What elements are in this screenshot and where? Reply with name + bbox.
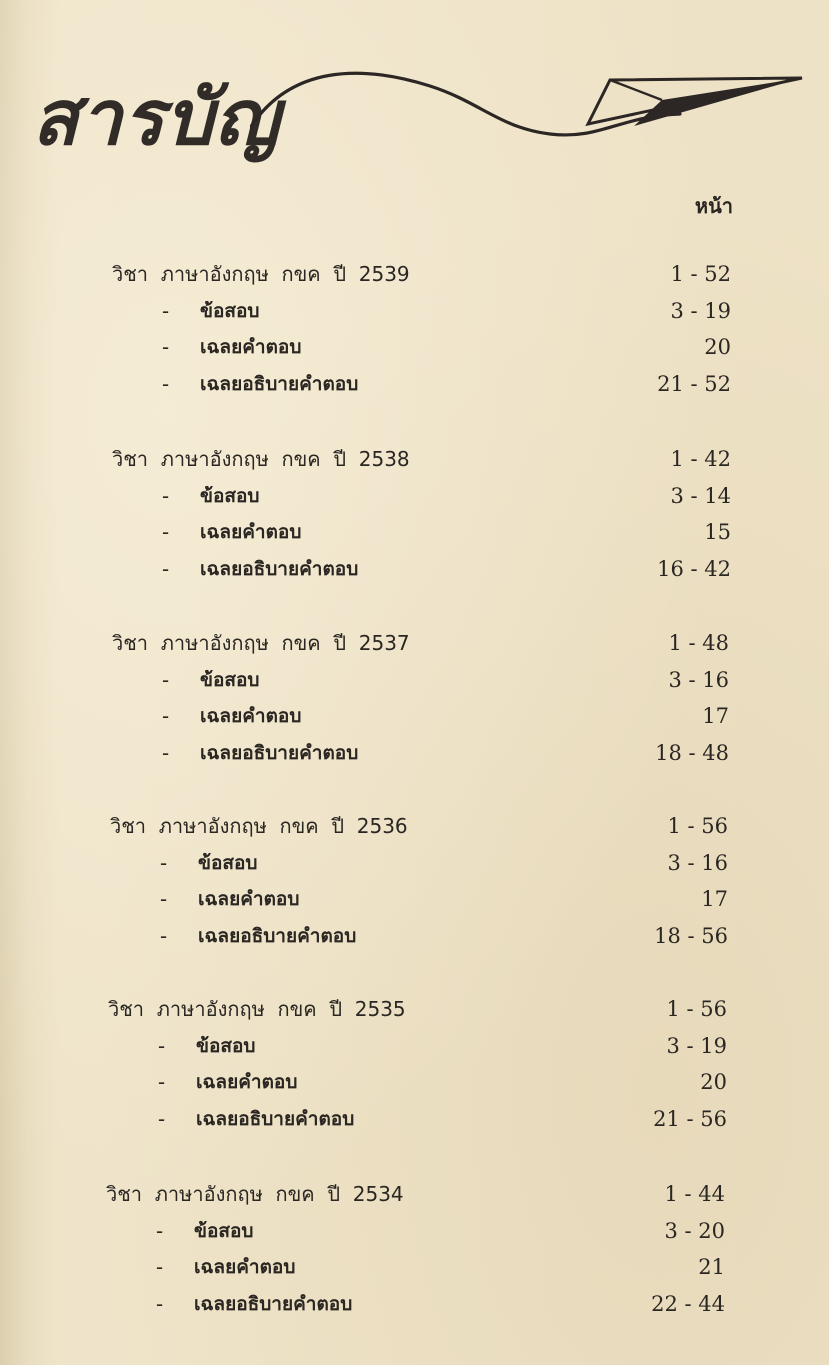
toc-heading-label: วิชา ภาษาอังกฤษ กขค ปี 2535 bbox=[108, 997, 406, 1021]
toc-entry-label: เฉลยคำตอบ bbox=[200, 705, 302, 727]
toc-entry-row bbox=[162, 551, 731, 587]
toc-entry-row bbox=[160, 881, 728, 917]
toc-entry-pages: 3 - 14 bbox=[670, 483, 731, 508]
toc-entry-pages: 15 bbox=[704, 520, 731, 544]
toc-heading-label: วิชา ภาษาอังกฤษ กขค ปี 2536 bbox=[110, 814, 408, 838]
toc-heading-label: วิชา ภาษาอังกฤษ กขค ปี 2537 bbox=[112, 631, 410, 655]
list-bullet-dash: - bbox=[162, 520, 170, 544]
toc-heading-pages: 1 - 56 bbox=[667, 814, 728, 838]
toc-entry-row bbox=[160, 918, 728, 954]
toc-entry-label: เฉลยคำตอบ bbox=[196, 1071, 298, 1093]
toc-entry-pages: 22 - 44 bbox=[651, 1291, 725, 1316]
toc-entry-label: เฉลยคำตอบ bbox=[194, 1256, 296, 1278]
toc-entry-pages: 20 bbox=[700, 1070, 727, 1094]
toc-entry-row bbox=[162, 478, 731, 514]
toc-section bbox=[0, 991, 829, 1137]
toc-entry-label: ข้อสอบ bbox=[200, 484, 260, 507]
toc-heading-row bbox=[112, 256, 731, 292]
paper-plane-icon bbox=[250, 66, 810, 156]
toc-heading-label: วิชา ภาษาอังกฤษ กขค ปี 2539 bbox=[112, 262, 410, 286]
toc-entry-pages: 17 bbox=[702, 704, 729, 728]
toc-entry-row bbox=[162, 293, 731, 329]
toc-entry-label: เฉลยคำตอบ bbox=[200, 336, 302, 358]
toc-entry-pages: 3 - 19 bbox=[670, 298, 731, 323]
toc-heading-row bbox=[112, 625, 729, 661]
toc-entry-pages: 21 - 52 bbox=[657, 371, 731, 396]
toc-heading-pages: 1 - 44 bbox=[664, 1182, 725, 1206]
toc-entry-pages: 3 - 20 bbox=[664, 1218, 725, 1243]
toc-heading-pages: 1 - 48 bbox=[668, 631, 729, 655]
toc-heading-row bbox=[110, 808, 728, 844]
toc-entry-label: เฉลยอธิบายคำตอบ bbox=[198, 924, 357, 947]
toc-section bbox=[0, 441, 829, 587]
toc-entry-row bbox=[158, 1064, 727, 1100]
toc-section bbox=[0, 808, 829, 954]
toc-entry-label: เฉลยอธิบายคำตอบ bbox=[194, 1292, 353, 1315]
toc-entry-pages: 3 - 16 bbox=[668, 667, 729, 692]
toc-entry-pages: 18 - 48 bbox=[655, 740, 729, 765]
toc-entry-label: ข้อสอบ bbox=[196, 1034, 256, 1057]
toc-entry-pages: 3 - 16 bbox=[667, 850, 728, 875]
toc-entry-label: เฉลยอธิบายคำตอบ bbox=[196, 1107, 355, 1130]
list-bullet-dash: - bbox=[160, 887, 168, 911]
list-bullet-dash: - bbox=[162, 298, 170, 323]
toc-entry-pages: 18 - 56 bbox=[654, 923, 728, 948]
toc-entry-row bbox=[162, 735, 729, 771]
list-bullet-dash: - bbox=[162, 556, 170, 581]
page-title: สารบัญ bbox=[32, 73, 280, 162]
toc-section bbox=[0, 625, 829, 771]
list-bullet-dash: - bbox=[158, 1106, 166, 1131]
list-bullet-dash: - bbox=[156, 1291, 164, 1316]
list-bullet-dash: - bbox=[156, 1255, 164, 1279]
list-bullet-dash: - bbox=[162, 740, 170, 765]
toc-entry-pages: 21 - 56 bbox=[653, 1106, 727, 1131]
toc-entry-row bbox=[162, 329, 731, 365]
toc-heading-label: วิชา ภาษาอังกฤษ กขค ปี 2538 bbox=[112, 447, 410, 471]
page-column-header: หน้า bbox=[694, 194, 733, 218]
list-bullet-dash: - bbox=[160, 850, 168, 875]
toc-section bbox=[0, 256, 829, 402]
list-bullet-dash: - bbox=[158, 1070, 166, 1094]
toc-entry-row bbox=[156, 1249, 725, 1285]
toc-entry-row bbox=[162, 366, 731, 402]
toc-heading-row bbox=[112, 441, 731, 477]
toc-entry-pages: 3 - 19 bbox=[666, 1033, 727, 1058]
toc-entry-row bbox=[156, 1213, 725, 1249]
toc-section bbox=[0, 1176, 829, 1322]
toc-entry-row bbox=[158, 1028, 727, 1064]
list-bullet-dash: - bbox=[162, 704, 170, 728]
toc-entry-row bbox=[162, 698, 729, 734]
toc-entry-pages: 20 bbox=[704, 335, 731, 359]
toc-heading-pages: 1 - 52 bbox=[670, 262, 731, 286]
list-bullet-dash: - bbox=[156, 1218, 164, 1243]
toc-heading-row bbox=[108, 991, 727, 1027]
toc-heading-row bbox=[106, 1176, 725, 1212]
toc-entry-label: ข้อสอบ bbox=[194, 1219, 254, 1242]
list-bullet-dash: - bbox=[162, 335, 170, 359]
toc-entry-pages: 17 bbox=[701, 887, 728, 911]
toc-entry-label: เฉลยคำตอบ bbox=[200, 521, 302, 543]
toc-heading-label: วิชา ภาษาอังกฤษ กขค ปี 2534 bbox=[106, 1182, 404, 1206]
toc-entry-label: เฉลยอธิบายคำตอบ bbox=[200, 741, 359, 764]
toc-entry-label: เฉลยอธิบายคำตอบ bbox=[200, 557, 359, 580]
toc-entry-label: ข้อสอบ bbox=[200, 299, 260, 322]
list-bullet-dash: - bbox=[162, 667, 170, 692]
toc-entry-row bbox=[162, 662, 729, 698]
toc-entry-pages: 16 - 42 bbox=[657, 556, 731, 581]
toc-entry-row bbox=[160, 845, 728, 881]
toc-entry-row bbox=[156, 1286, 725, 1322]
toc-entry-row bbox=[162, 514, 731, 550]
toc-heading-pages: 1 - 56 bbox=[666, 997, 727, 1021]
toc-entry-pages: 21 bbox=[698, 1255, 725, 1279]
list-bullet-dash: - bbox=[162, 483, 170, 508]
list-bullet-dash: - bbox=[162, 371, 170, 396]
toc-entry-row bbox=[158, 1101, 727, 1137]
toc-entry-label: ข้อสอบ bbox=[198, 851, 258, 874]
toc-entry-label: เฉลยอธิบายคำตอบ bbox=[200, 372, 359, 395]
toc-entry-label: ข้อสอบ bbox=[200, 668, 260, 691]
toc-heading-pages: 1 - 42 bbox=[670, 447, 731, 471]
toc-entry-label: เฉลยคำตอบ bbox=[198, 888, 300, 910]
list-bullet-dash: - bbox=[158, 1033, 166, 1058]
list-bullet-dash: - bbox=[160, 923, 168, 948]
